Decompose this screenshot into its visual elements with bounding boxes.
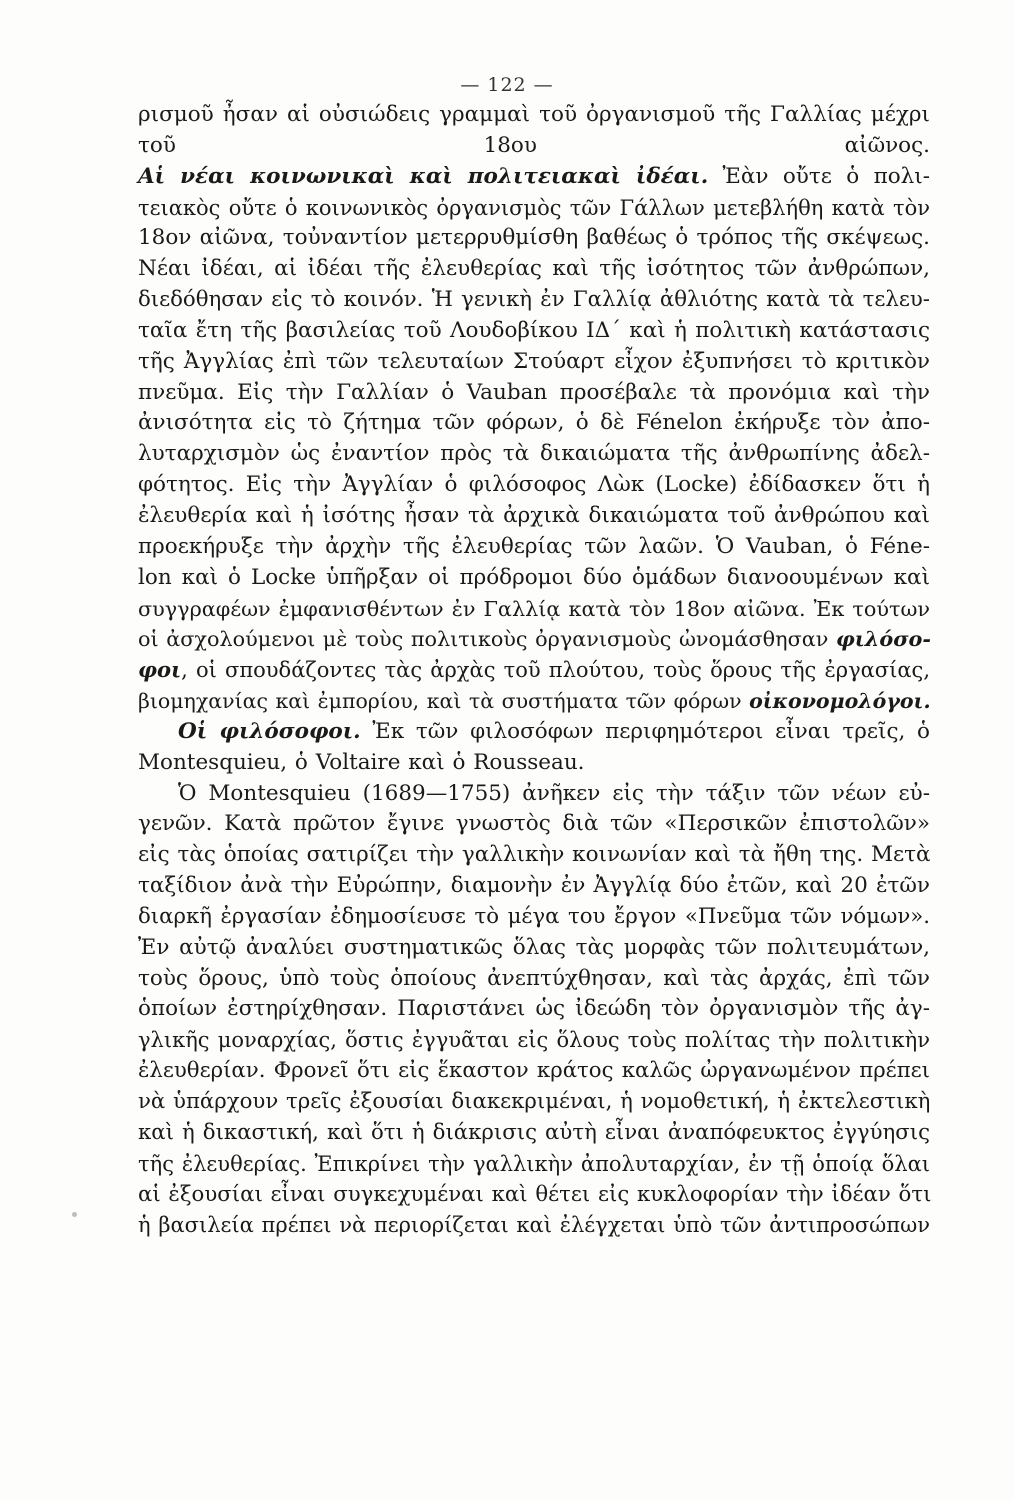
line-text: πνεῦμα. Εἰς τὴν Γαλλίαν ὁ Vauban προσέβαλε τὰ προνόμια καὶ τὴν	[138, 379, 930, 405]
line-text: γλικῆς μοναρχίας, ὅστις ἐγγυᾶται εἰς ὅλους τοὺς πολίτας τὴν πολιτικὴν	[138, 1028, 930, 1053]
text-line	[138, 532, 930, 563]
line-text: ταῖα ἔτη τῆς βασιλείας τοῦ Λουδοβίκου ΙΔ΄ καὶ ἡ πολιτικὴ κατάστασις	[138, 317, 930, 343]
page-number: — 122 —	[460, 74, 554, 96]
line-text: ἐλευθερίαν. Φρονεῖ ὅτι εἰς ἕκαστον κράτος καλῶς ὠργανωμένον πρέπει	[138, 1058, 930, 1084]
line-text: τοῦ 18ου αἰῶνος.	[138, 132, 930, 158]
line-text: 18ον αἰῶνα, τοὐναντίον μετερρυθμίσθη βαθέως ὁ τρόπος τῆς σκέψεως.	[138, 225, 930, 251]
section-heading: Οἱ φιλόσοφοι.	[178, 718, 361, 744]
line-text: διαρκῆ ἐργασίαν ἐδημοσίευσε τὸ μέγα του ἔργον «Πνεῦμα τῶν νόμων».	[138, 903, 930, 929]
text-line	[138, 223, 930, 254]
line-text: Ἐκ τῶν φιλοσόφων περιφημότεροι εἶναι τρεῖς, ὁ	[360, 718, 930, 744]
text-line	[138, 254, 930, 285]
text-line	[138, 624, 930, 655]
text-line	[138, 964, 930, 995]
text-line	[138, 131, 930, 162]
line-text: Montesquieu, ὁ Voltaire καὶ ὁ Rousseau.	[138, 749, 585, 775]
line-text: εἰς τὰς ὁποίας σατιρίζει τὴν γαλλικὴν κοινωνίαν καὶ τὰ ἤθη της. Μετὰ	[138, 842, 931, 868]
line-text: Νέαι ἰδέαι, αἱ ἰδέαι τῆς ἐλευθερίας καὶ τῆς ἰσότητος τῶν ἀνθρώπων,	[138, 256, 930, 282]
section-heading: Αἱ νέαι κοινωνικαὶ καὶ πολιτειακαὶ ἰδέαι.	[138, 163, 709, 189]
text-line	[138, 316, 930, 347]
text-line	[138, 840, 930, 871]
text-line	[138, 809, 930, 840]
line-text: τοὺς ὅρους, ὑπὸ τοὺς ὁποίους ἀνεπτύχθησαν, καὶ τὰς ἀρχάς, ἐπὶ τῶν	[138, 965, 930, 991]
text-line	[138, 563, 930, 594]
text-line	[138, 1210, 930, 1241]
text-line	[138, 347, 930, 378]
text-line	[138, 994, 930, 1025]
emphasized-term: φοι	[138, 657, 182, 683]
line-text: γενῶν. Κατὰ πρῶτον ἔγινε γνωστὸς διὰ τῶν «Περσικῶν ἐπιστολῶν»	[138, 811, 930, 837]
line-text: οἱ ἀσχολούμενοι μὲ τοὺς πολιτικοὺς ὀργανισμοὺς ὠνομάσθησαν	[138, 627, 836, 652]
emphasized-term: οἰκονομολόγοι.	[749, 689, 931, 714]
text-line	[138, 717, 930, 748]
line-text: τῆς Ἀγγλίας ἐπὶ τῶν τελευταίων Στούαρτ εἶχον ἐξυπνήσει τὸ κριτικὸν	[138, 348, 930, 374]
text-line	[138, 100, 930, 131]
body-text	[138, 100, 930, 1241]
emphasized-term: φιλόσο-	[835, 627, 931, 652]
line-text: ταξίδιον ἀνὰ τὴν Εὐρώπην, διαμονὴν ἐν Ἀγγλίᾳ δύο ἐτῶν, καὶ 20 ἐτῶν	[138, 873, 930, 899]
text-line	[138, 594, 930, 625]
text-line	[138, 1087, 930, 1118]
line-text: προεκήρυξε τὴν ἀρχὴν τῆς ἐλευθερίας τῶν λαῶν. Ὁ Vauban, ὁ Féne-	[138, 533, 930, 559]
line-text: lon καὶ ὁ Locke ὑπῆρξαν οἱ πρόδρομοι δύο ὁμάδων διανοουμένων καὶ	[138, 564, 930, 590]
line-text: συγγραφέων ἐμφανισθέντων ἐν Γαλλίᾳ κατὰ τὸν 18ον αἰῶνα. Ἐκ τούτων	[138, 596, 930, 621]
text-line	[138, 1056, 930, 1087]
line-text: Ὁ Montesquieu (1689—1755) ἀνῆκεν εἰς τὴν τάξιν τῶν νέων εὐ-	[178, 780, 930, 806]
line-text: ρισμοῦ ἦσαν αἱ οὐσιώδεις γραμμαὶ τοῦ ὀργανισμοῦ τῆς Γαλλίας μέχρι	[138, 102, 930, 127]
line-text: ὁποίων ἐστηρίχθησαν. Παριστάνει ὡς ἰδεώδη τὸν ὀργανισμὸν τῆς ἀγ-	[138, 996, 930, 1022]
line-text: φότητος. Εἰς τὴν Ἀγγλίαν ὁ φιλόσοφος Λὼκ (Locke) ἐδίδασκεν ὅτι ἡ	[138, 472, 930, 498]
line-text: αἱ ἐξουσίαι εἶναι συγκεχυμέναι καὶ θέτει εἰς κυκλοφορίαν τὴν ἰδέαν ὅτι	[138, 1181, 932, 1207]
line-text: νὰ ὑπάρχουν τρεῖς ἐξουσίαι διακεκριμέναι, ἡ νομοθετική, ἡ ἐκτελεστικὴ	[138, 1089, 931, 1114]
line-text: ἡ βασιλεία πρέπει νὰ περιορίζεται καὶ ἐλέγχεται ὑπὸ τῶν ἀντιπροσώπων	[138, 1213, 930, 1238]
text-line	[138, 655, 930, 686]
line-text: καὶ ἡ δικαστική, καὶ ὅτι ἡ διάκρισις αὐτὴ εἶναι ἀναπόφευκτος ἐγγύησις	[138, 1119, 930, 1145]
line-text: Ἐὰν οὔτε ὁ πολι-	[708, 163, 930, 189]
text-line	[138, 686, 930, 717]
text-line	[138, 378, 930, 409]
text-line	[138, 501, 930, 532]
text-line	[138, 1149, 930, 1180]
text-line	[138, 470, 930, 501]
line-text: ἀνισότητα εἰς τὸ ζήτημα τῶν φόρων, ὁ δὲ Fénelon ἐκήρυξε τὸν ἀπο-	[138, 410, 930, 436]
text-line	[138, 1180, 930, 1211]
text-line	[138, 779, 930, 810]
line-text: τῆς ἐλευθερίας. Ἐπικρίνει τὴν γαλλικὴν ἀπολυταρχίαν, ἐν τῇ ὁποίᾳ ὅλαι	[138, 1151, 930, 1176]
line-text: διεδόθησαν εἰς τὸ κοινόν. Ἡ γενικὴ ἐν Γαλλίᾳ ἀθλιότης κατὰ τὰ τελευ-	[138, 287, 930, 313]
line-text: τειακὸς οὔτε ὁ κοινωνικὸς ὀργανισμὸς τῶν Γάλλων μετεβλήθη κατὰ τὸν	[138, 195, 930, 220]
text-line	[138, 408, 930, 439]
text-line	[138, 1025, 930, 1056]
text-line	[138, 748, 930, 779]
line-text: ἐλευθερία καὶ ἡ ἰσότης ἦσαν τὰ ἀρχικὰ δικαιώματα τοῦ ἀνθρώπου καὶ	[138, 502, 930, 528]
line-text: , οἱ σπουδάζοντες τὰς ἀρχὰς τοῦ πλούτου, τοὺς ὅρους τῆς ἐργασίας,	[181, 658, 930, 683]
line-text: βιομηχανίας καὶ ἐμπορίου, καὶ τὰ συστήματα τῶν φόρων	[138, 689, 750, 714]
paper-speck	[72, 1212, 77, 1217]
text-line	[138, 285, 930, 316]
text-line	[138, 193, 930, 224]
text-line	[138, 933, 930, 964]
text-line	[138, 162, 930, 193]
line-text: Ἐν αὐτῷ ἀναλύει συστηματικῶς ὅλας τὰς μορφὰς τῶν πολιτευμάτων,	[138, 934, 930, 960]
text-line	[138, 902, 930, 933]
text-line	[138, 439, 930, 470]
line-text: λυταρχισμὸν ὡς ἐναντίον πρὸς τὰ δικαιώματα τῆς ἀνθρωπίνης ἀδελ-	[138, 441, 930, 467]
text-line	[138, 871, 930, 902]
text-line	[138, 1118, 930, 1149]
